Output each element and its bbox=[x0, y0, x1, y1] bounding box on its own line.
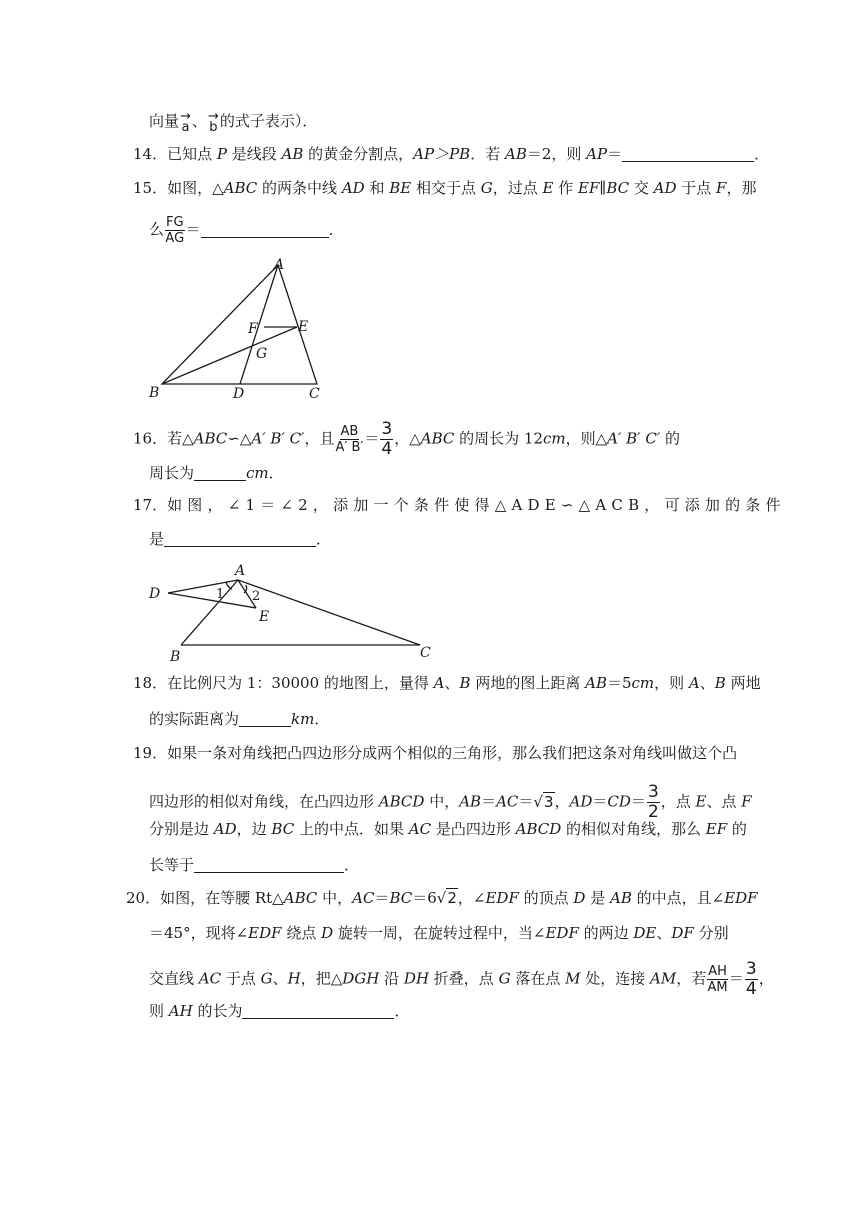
separator: 、 bbox=[191, 112, 207, 130]
question-18-line2: 的实际距离为 km． bbox=[149, 710, 330, 728]
question-19-line4: 长等于 ． bbox=[149, 856, 360, 874]
figure-similar-triangles bbox=[146, 560, 438, 664]
question-14: 14．已知点 P 是线段 AB 的黄金分割点，AP＞PB．若 AB＝2，则 AP＝ ． bbox=[133, 145, 770, 163]
label-D: D bbox=[233, 386, 245, 402]
label-angle-1: 1 bbox=[216, 587, 225, 602]
answer-blank-19[interactable] bbox=[194, 856, 344, 873]
label-angle-2: 2 bbox=[252, 589, 261, 604]
figure-triangle-medians bbox=[146, 256, 326, 404]
question-19-line3: 分别是边 AD，边 BC 上的中点．如果 AC 是凸四边形 ABCD 的相似对角线，那么 EF 的 bbox=[149, 820, 747, 838]
label-D: D bbox=[149, 586, 161, 602]
q13-text-end: 的式子表示）． bbox=[219, 112, 318, 130]
question-15: 15．如图，△ABC 的两条中线 AD 和 BE 相交于点 G，过点 E 作 EF∥BC 交 AD 于点 F，那 bbox=[133, 179, 757, 197]
label-A: A bbox=[274, 257, 285, 273]
fraction-3-2: $\frac{3}{2}$ bbox=[647, 782, 659, 822]
answer-blank-17[interactable] bbox=[164, 530, 316, 547]
question-17: 17．如图，∠1＝∠2，添加一个条件使得△ADE∽△ACB，可添加的条件 bbox=[133, 496, 786, 514]
question-20-line3: 交直线 AC 于点 G、H，把△DGH 沿 DH 折叠，点 G 落在点 M 处，连接 AM，若 $\frac{AH}{AM}$ ＝ $\frac{3}{4}$ ， bbox=[149, 959, 774, 999]
side-de bbox=[168, 593, 256, 608]
answer-blank-15[interactable] bbox=[201, 221, 329, 238]
label-B: B bbox=[170, 649, 181, 664]
answer-blank-20[interactable] bbox=[242, 1002, 394, 1019]
question-17-line2: 是 ． bbox=[149, 530, 332, 548]
question-16: 16．若△ABC∽△A′ B′ C′，且 $\frac{AB}{A' B'}$ ＝ $\frac{3}{4}$ ，△ABC 的周长为 12cm，则△A′ B′ C′ 的 bbox=[133, 419, 681, 459]
label-A: A bbox=[235, 563, 246, 579]
question-20-line2: ＝45°，现将∠EDF 绕点 D 旋转一周，在旋转过程中，当∠EDF 的两边 DE、DF 分别 bbox=[149, 924, 729, 942]
q13-text: 向量 bbox=[149, 112, 180, 130]
question-19: 19．如果一条对角线把凸四边形分成两个相似的三角形，那么我们把这条对角线叫做这个凸 bbox=[133, 744, 738, 762]
sqrt-2: √2 bbox=[436, 889, 457, 907]
label-B: B bbox=[149, 385, 160, 401]
answer-blank-14[interactable] bbox=[622, 145, 754, 162]
fraction-ab: $\frac{AB}{A' B'}$ bbox=[335, 424, 364, 455]
median-ad bbox=[240, 265, 278, 384]
question-15-line2: 么 $\frac{FG}{AG}$ ＝ ． bbox=[149, 215, 344, 246]
fraction-3-4: $\frac{3}{4}$ bbox=[381, 419, 393, 459]
q13-tail bbox=[149, 110, 317, 133]
fraction-3-4b: $\frac{3}{4}$ bbox=[745, 959, 757, 999]
question-20: 20．如图，在等腰 Rt△ABC 中，AC＝BC＝6√2，∠EDF 的顶点 D 是 AB 的中点，且∠EDF bbox=[126, 889, 758, 907]
question-18: 18．在比例尺为 1：30000 的地图上，量得 A、B 两地的图上距离 AB＝5cm，则 A、B 两地 bbox=[133, 674, 761, 692]
question-19-line2: 四边形的相似对角线，在凸四边形 ABCD 中，AB＝AC＝√3，AD＝CD＝ $\frac{3}{2}$ ，点 E、点 F bbox=[149, 782, 752, 822]
vector-a: → a bbox=[180, 109, 191, 135]
label-C: C bbox=[420, 645, 431, 661]
label-F: F bbox=[248, 321, 258, 337]
answer-blank-18[interactable] bbox=[239, 710, 291, 727]
fraction-ah-am: $\frac{AH}{AM}$ bbox=[707, 964, 728, 995]
fraction-fg-ag: $\frac{FG}{AG}$ bbox=[165, 215, 185, 246]
median-be bbox=[162, 327, 297, 384]
question-16-line2: 周长为 cm． bbox=[149, 464, 284, 482]
answer-blank-16[interactable] bbox=[194, 464, 246, 481]
label-E: E bbox=[259, 609, 270, 625]
triangle-abc bbox=[162, 265, 317, 384]
vector-b: → b bbox=[207, 109, 219, 135]
side-ab bbox=[181, 580, 238, 645]
question-20-line4: 则 AH 的长为 ． bbox=[149, 1002, 410, 1020]
label-G: G bbox=[256, 346, 268, 362]
sqrt-3: √3 bbox=[533, 792, 554, 811]
label-E: E bbox=[298, 319, 309, 335]
label-C: C bbox=[309, 386, 320, 402]
